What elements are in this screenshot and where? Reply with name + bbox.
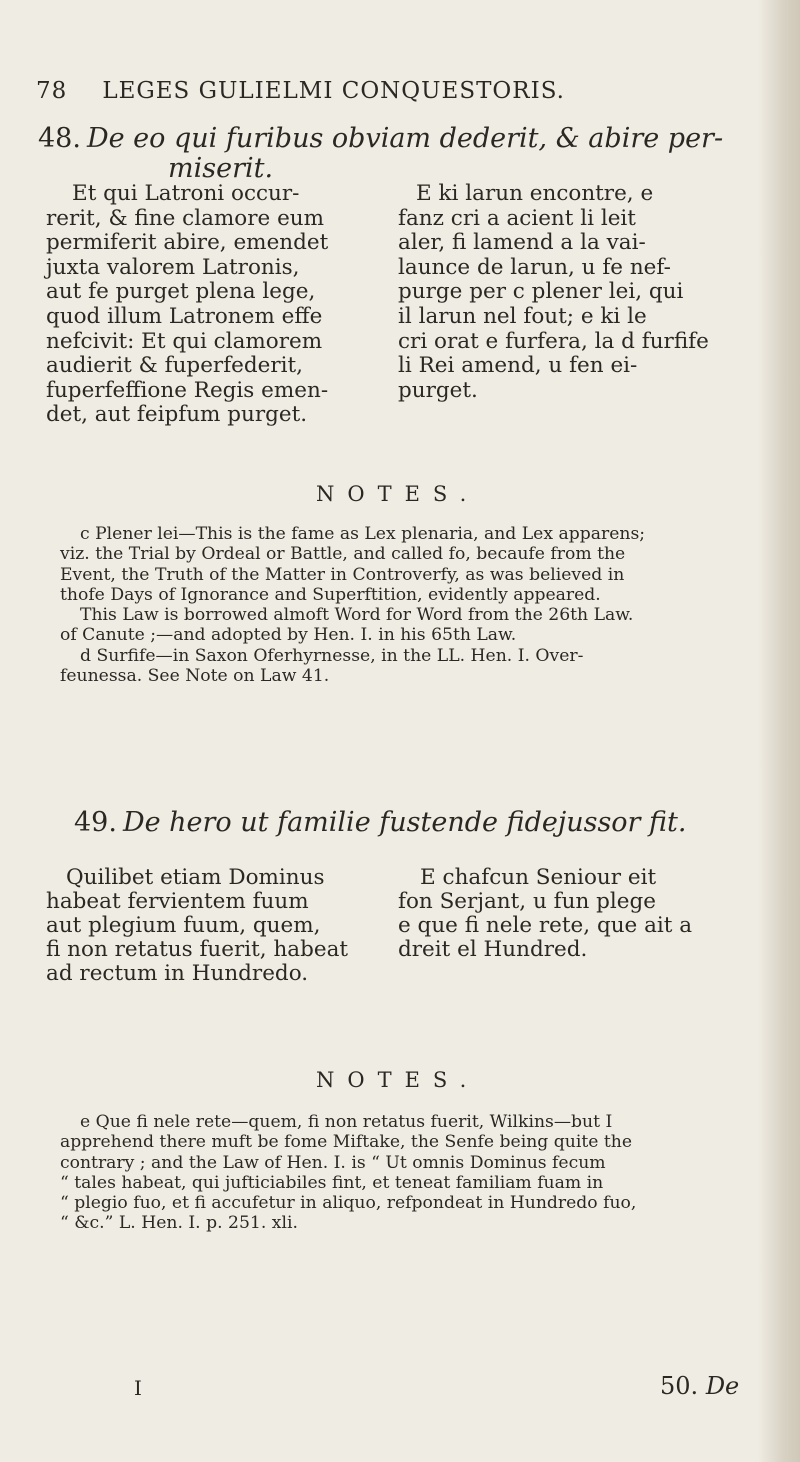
note-line: contrary ; and the Law of Hen. I. is “ Ut omnis Dominus fecum bbox=[60, 1152, 606, 1173]
note-line: apprehend there muft be fome Miftake, the Senfe being quite the bbox=[60, 1132, 633, 1153]
note-line: viz. the Trial by Ordeal or Battle, and called fo, becaufe from the bbox=[60, 544, 626, 565]
catchword-word: De bbox=[705, 1372, 740, 1400]
note-line: This Law is borrowed almoft Word for Word from the 26th Law. bbox=[80, 605, 634, 626]
law-48-heading bbox=[38, 124, 758, 184]
note-line: feunessa. See Note on Law 41. bbox=[60, 666, 330, 687]
norman-line: purge per c plener lei, qui bbox=[398, 279, 684, 305]
latin-line: Quilibet etiam Dominus bbox=[66, 865, 325, 890]
catchword-number: 50. bbox=[660, 1372, 699, 1400]
law-49-heading bbox=[74, 808, 794, 838]
latin-line: fi non retatus fuerit, habeat bbox=[46, 937, 349, 962]
law-48-title-line-1: De eo qui furibus obviam dederit, & abire per- bbox=[86, 123, 724, 154]
latin-line: audierit & fuperfederit, bbox=[46, 353, 303, 379]
law-49-title: De hero ut familie fustende fidejussor fit. bbox=[122, 807, 687, 838]
norman-line: E chafcun Seniour eit bbox=[420, 865, 657, 890]
note-line: d Surfife—in Saxon Oferhyrnesse, in the LL. Hen. I. Over- bbox=[80, 645, 584, 666]
norman-line: li Rei amend, u fen ei- bbox=[398, 353, 638, 379]
law-48-norman-column bbox=[398, 182, 709, 403]
norman-line: fanz cri a acient li leit bbox=[398, 205, 636, 231]
latin-line: juxta valorem Latronis, bbox=[46, 254, 300, 280]
norman-line: e que fi nele rete, que ait a bbox=[398, 913, 693, 938]
latin-line: aut plegium fuum, quem, bbox=[46, 913, 321, 938]
law-48-latin-column bbox=[46, 182, 328, 428]
norman-line: il larun nel fout; e ki le bbox=[398, 303, 647, 329]
latin-line: ad rectum in Hundredo. bbox=[46, 961, 309, 986]
norman-line: aler, fi lamend a la vai- bbox=[398, 230, 646, 256]
latin-line: Et qui Latroni occur- bbox=[72, 181, 300, 206]
law-48-number: 48. bbox=[38, 123, 81, 154]
note-line: e Que fi nele rete—quem, fi non retatus fuerit, Wilkins—but I bbox=[80, 1112, 613, 1132]
page-edge-shadow bbox=[758, 0, 800, 1462]
latin-line: aut fe purget plena lege, bbox=[46, 279, 316, 305]
note-line: thofe Days of Ignorance and Superftition, evidently appeared. bbox=[60, 584, 601, 605]
latin-line: rerit, & fine clamore eum bbox=[46, 205, 325, 231]
note-line: “ plegio fuo, et fi accufetur in aliquo, refpondeat in Hundredo fuo, bbox=[60, 1193, 637, 1214]
norman-line: launce de larun, u fe nef- bbox=[398, 254, 671, 280]
law-49-norman-column bbox=[398, 866, 692, 962]
note-line: of Canute ;—and adopted by Hen. I. in his 65th Law. bbox=[60, 625, 517, 646]
latin-line: nefcivit: Et qui clamorem bbox=[46, 328, 323, 354]
law-49-number: 49. bbox=[74, 807, 117, 838]
latin-line: permiferit abire, emendet bbox=[46, 230, 329, 256]
law-48-notes bbox=[60, 524, 740, 686]
latin-line: quod illum Latronem effe bbox=[46, 303, 323, 329]
latin-line: det, aut feipfum purget. bbox=[46, 402, 308, 428]
norman-line: cri orat e furfera, la d furfife bbox=[398, 328, 709, 354]
norman-line: dreit el Hundred. bbox=[398, 937, 588, 962]
norman-line: E ki larun encontre, e bbox=[416, 181, 654, 206]
norman-line: purget. bbox=[398, 377, 478, 403]
note-line: Event, the Truth of the Matter in Controverfy, as was believed in bbox=[60, 564, 625, 585]
law-48-title-line-2: miserit. bbox=[168, 153, 274, 184]
signature-mark: I bbox=[134, 1376, 142, 1400]
running-title: LEGES GULIELMI CONQUESTORIS. bbox=[102, 78, 565, 104]
law-48-notes-heading: NOTES. bbox=[316, 482, 480, 506]
latin-line: habeat fervientem fuum bbox=[46, 889, 309, 914]
norman-line: fon Serjant, u fun plege bbox=[398, 889, 656, 914]
running-head bbox=[36, 78, 716, 104]
law-49-latin-column bbox=[46, 866, 348, 986]
page-number: 78 bbox=[36, 78, 68, 104]
law-49-notes-heading: NOTES. bbox=[316, 1068, 480, 1092]
note-line: c Plener lei—This is the fame as Lex plenaria, and Lex apparens; bbox=[80, 524, 646, 544]
catchword bbox=[660, 1372, 739, 1400]
law-49-notes bbox=[60, 1112, 740, 1234]
note-line: “ tales habeat, qui jufticiabiles fint, et teneat familiam fuam in bbox=[60, 1172, 604, 1193]
latin-line: fuperfeffione Regis emen- bbox=[46, 377, 329, 403]
note-line: “ &c.” L. Hen. I. p. 251. xli. bbox=[60, 1213, 298, 1234]
